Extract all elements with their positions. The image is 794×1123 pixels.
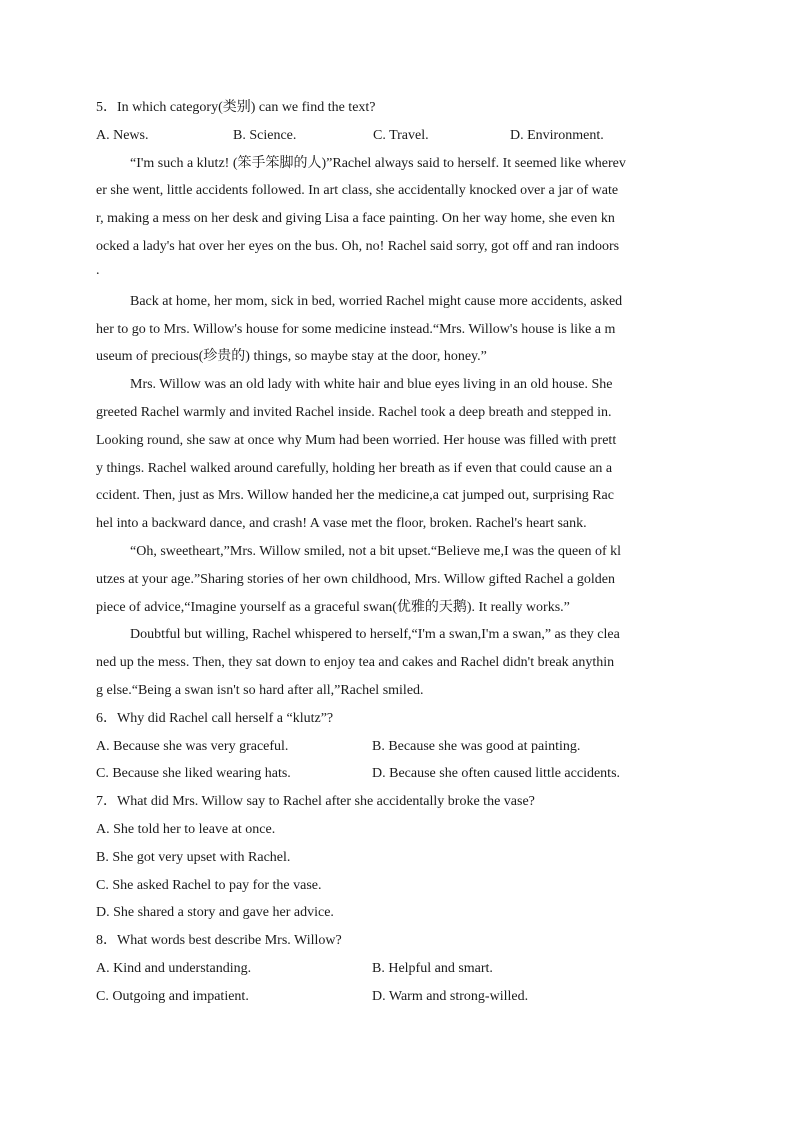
- passage-line: Mrs. Willow was an old lady with white hair and blue eyes living in an old house. She: [130, 377, 613, 393]
- q8-option-a: A. Kind and understanding.: [96, 960, 252, 976]
- q8-stem: 8．What words best describe Mrs. Willow?: [96, 933, 342, 949]
- q8-options-row-1: [96, 955, 698, 983]
- q8-option-c: C. Outgoing and impatient.: [96, 988, 249, 1004]
- q7-option-d: D. She shared a story and gave her advice.: [96, 905, 334, 921]
- passage-line: greeted Rachel warmly and invited Rachel inside. Rachel took a deep breath and stepped in.: [96, 404, 612, 420]
- q5-option-c: C. Travel.: [373, 127, 429, 143]
- q6-stem: 6．Why did Rachel call herself a “klutz”?: [96, 710, 334, 726]
- q5-stem: 5．In which category(类别) can we find the text?: [96, 100, 376, 115]
- q6-option-a: A. Because she was very graceful.: [96, 738, 289, 754]
- passage-line: r, making a mess on her desk and giving Lisa a face painting. On her way home, she even kn: [96, 211, 615, 227]
- passage-line: Doubtful but willing, Rachel whispered to herself,“I'm a swan,I'm a swan,” as they clea: [130, 627, 620, 643]
- passage-line: y things. Rachel walked around carefully, holding her breath as if even that could cause an a: [96, 460, 613, 476]
- passage-paragraph-2: [96, 288, 698, 371]
- q6-options-row-1: [96, 733, 698, 761]
- passage-line: ccident. Then, just as Mrs. Willow handed her the medicine,a cat jumped out, surprising Rac: [96, 488, 614, 504]
- q6-option-d: D. Because she often caused little accidents.: [372, 766, 621, 782]
- q8-options-row-2: [96, 983, 698, 1011]
- passage-line: Back at home, her mom, sick in bed, worried Rachel might cause more accidents, asked: [130, 293, 623, 309]
- q6-option-b: B. Because she was good at painting.: [372, 738, 581, 754]
- passage-line: “Oh, sweetheart,”Mrs. Willow smiled, not a bit upset.“Believe me,I was the queen of kl: [130, 543, 621, 559]
- q7-stem: 7．What did Mrs. Willow say to Rachel after she accidentally broke the vase?: [96, 794, 535, 810]
- passage-line: Looking round, she saw at once why Mum had been worried. Her house was filled with prett: [96, 432, 617, 448]
- passage-line: g else.“Being a swan isn't so hard after all,”Rachel smiled.: [96, 682, 424, 698]
- passage-line: her to go to Mrs. Willow's house for some medicine instead.“Mrs. Willow's house is like a m: [96, 321, 616, 337]
- q7-option-b: B. She got very upset with Rachel.: [96, 849, 291, 865]
- passage-line: ocked a lady's hat over her eyes on the bus. Oh, no! Rachel said sorry, got off and ran indoors: [96, 238, 620, 254]
- q5-option-a: A. News.: [96, 127, 149, 143]
- q8-option-d: D. Warm and strong-willed.: [372, 988, 529, 1004]
- q6-option-c: C. Because she liked wearing hats.: [96, 766, 291, 782]
- q7-option-a: A. She told her to leave at once.: [96, 821, 276, 837]
- passage-paragraph-5: [96, 621, 698, 704]
- q5-option-b: B. Science.: [233, 127, 297, 143]
- passage-paragraph-4: [96, 538, 698, 621]
- passage-line: .: [96, 262, 100, 278]
- q7-option-c: C. She asked Rachel to pay for the vase.: [96, 877, 322, 893]
- q5-options: [96, 122, 698, 150]
- passage-line: utzes at your age.”Sharing stories of her own childhood, Mrs. Willow gifted Rachel a golden: [96, 571, 615, 587]
- q6-options-row-2: [96, 760, 698, 788]
- passage-line: ned up the mess. Then, they sat down to enjoy tea and cakes and Rachel didn't break anythin: [96, 655, 615, 671]
- q8-option-b: B. Helpful and smart.: [372, 960, 493, 976]
- passage-line: piece of advice,“Imagine yourself as a graceful swan(优雅的天鹅). It really works.”: [96, 599, 570, 615]
- passage-line: “I'm such a klutz! (笨手笨脚的人)”Rachel always said to herself. It seemed like wherev: [130, 155, 626, 171]
- document-page: [96, 94, 698, 1011]
- passage-line: er she went, little accidents followed. In art class, she accidentally knocked over a jar of wate: [96, 183, 619, 199]
- passage-line: useum of precious(珍贵的) things, so maybe stay at the door, honey.”: [96, 349, 487, 365]
- passage-line: hel into a backward dance, and crash! A vase met the floor, broken. Rachel's heart sank.: [96, 516, 587, 532]
- q5-option-d: D. Environment.: [510, 127, 604, 143]
- passage-paragraph-3: [96, 371, 698, 538]
- passage-paragraph-1: [96, 150, 698, 288]
